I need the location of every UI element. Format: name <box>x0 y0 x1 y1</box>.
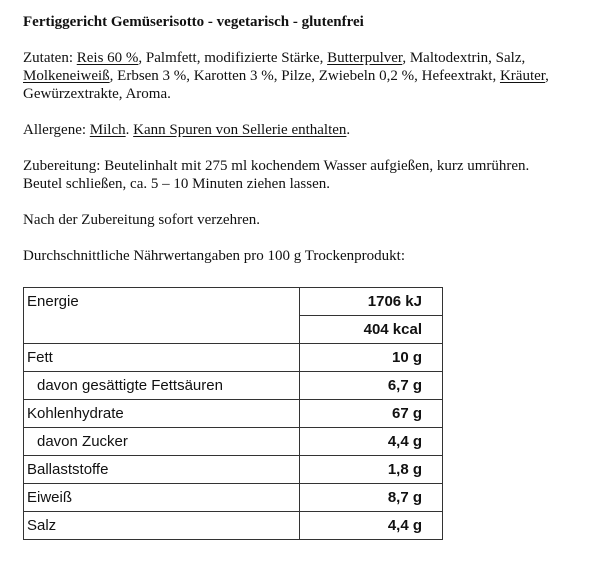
nutrition-row <box>24 512 443 540</box>
allergen-end: . <box>346 122 351 138</box>
nutrition-label-text: davon Zucker <box>37 433 128 450</box>
nutrition-value: 8,7 g <box>300 484 443 512</box>
nutrition-row <box>24 316 443 344</box>
nutrition-label <box>24 288 300 316</box>
nutrition-label <box>24 456 300 484</box>
nutrition-value: 1,8 g <box>300 456 443 484</box>
nutrition-label <box>24 316 300 344</box>
nutrition-value: 4,4 g <box>300 512 443 540</box>
ingredient-text: , Maltodextrin, Salz, <box>402 50 526 66</box>
nutrition-label <box>24 344 300 372</box>
nutrition-value: 404 kcal <box>300 316 443 344</box>
nutrition-label <box>24 428 300 456</box>
nutrition-label <box>24 400 300 428</box>
label-text <box>23 13 588 265</box>
preparation-line-1: Zubereitung: Beutelinhalt mit 275 ml kochendem Wasser aufgießen, kurz umrühren. <box>23 158 530 174</box>
nutrition-value: 10 g <box>300 344 443 372</box>
product-title: Fertiggericht Gemüserisotto - vegetarisch - glutenfrei <box>23 14 364 30</box>
ingredient-highlight: Reis 60 % <box>76 50 139 66</box>
nutrition-row <box>24 372 443 400</box>
ingredient-highlight: Butterpulver <box>327 50 403 66</box>
allergen-sep: . <box>125 122 134 138</box>
nutrition-label-text: davon gesättigte Fettsäuren <box>37 377 223 394</box>
preparation-line-2: Beutel schließen, ca. 5 – 10 Minuten ziehen lassen. <box>23 176 330 192</box>
nutrition-row <box>24 456 443 484</box>
nutrition-label <box>24 484 300 512</box>
nutrition-value: 6,7 g <box>300 372 443 400</box>
nutrition-label-text: Energie <box>27 293 79 311</box>
allergen-milk: Milch <box>89 122 126 138</box>
nutrition-row <box>24 288 443 316</box>
ingredient-text: , Palmfett, modifizierte Stärke, <box>138 50 328 66</box>
ingredient-highlight: Kräuter <box>499 68 546 84</box>
nutrition-row <box>24 428 443 456</box>
ingredients-label: Zutaten: <box>23 50 77 66</box>
nutrition-row <box>24 344 443 372</box>
consume-note: Nach der Zubereitung sofort verzehren. <box>23 212 260 228</box>
nutrition-row <box>24 484 443 512</box>
nutrition-value: 1706 kJ <box>300 288 443 316</box>
nutrition-value: 67 g <box>300 400 443 428</box>
allergens-text <box>23 121 588 139</box>
nutrition-intro: Durchschnittliche Nährwertangaben pro 100 g Trockenprodukt: <box>23 248 405 264</box>
nutrition-label-text: Ballaststoffe <box>27 461 109 478</box>
nutrition-label-text: Eiweiß <box>27 489 73 506</box>
nutrition-value: 4,4 g <box>300 428 443 456</box>
ingredients-text <box>23 49 588 103</box>
ingredient-text: , Gewürzextrakte, Aroma. <box>23 68 549 102</box>
nutrition-label-text: Fett <box>27 349 53 366</box>
allergens-label: Allergene: <box>23 122 90 138</box>
nutrition-table <box>23 287 443 540</box>
ingredient-highlight: Molkeneiweiß <box>23 68 110 84</box>
nutrition-label-text: Salz <box>27 517 57 534</box>
ingredient-text: , Erbsen 3 %, Karotten 3 %, Pilze, Zwiebeln 0,2 %, Hefeextrakt, <box>109 68 500 84</box>
nutrition-label <box>24 512 300 540</box>
nutrition-label <box>24 372 300 400</box>
nutrition-label-text: Kohlenhydrate <box>27 405 124 422</box>
allergen-traces: Kann Spuren von Sellerie enthalten <box>133 122 347 138</box>
nutrition-row <box>24 400 443 428</box>
